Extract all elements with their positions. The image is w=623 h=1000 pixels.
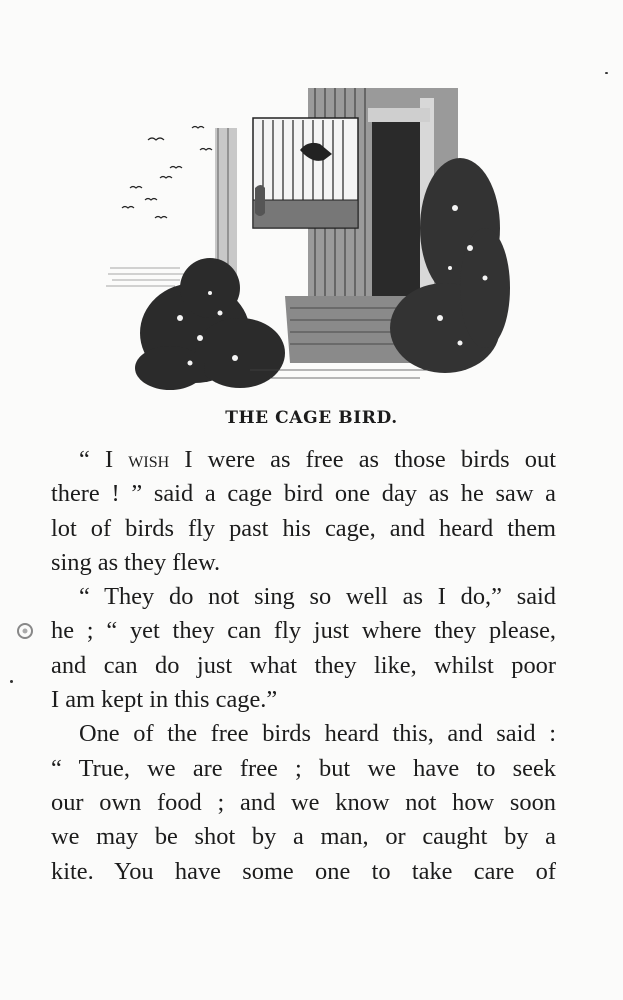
text-line: One of the free birds heard this, and said : (79, 720, 556, 748)
line-rest-text: I were as free as those birds out (169, 446, 556, 473)
text-line: sing as they flew. (51, 548, 221, 576)
text-line: he ; “ yet they can fly just where they please, (51, 617, 556, 645)
text-line: lot of birds fly past his cage, and heard them (51, 514, 556, 542)
ink-speck (10, 680, 13, 683)
opening-quote-text: “ I (79, 446, 129, 473)
ink-speck (605, 72, 608, 74)
text-line: and can do just what they like, whilst poor (51, 651, 556, 679)
text-line: I am kept in this cage.” (51, 686, 278, 714)
text-line: our own food ; and we know not how soon (51, 788, 556, 816)
text-line: “ They do not sing so well as I do,” said (79, 583, 556, 611)
text-line: there ! ” said a cage bird one day as he saw a (51, 480, 556, 508)
cage-bird-illustration (100, 88, 510, 393)
text-line: “ True, we are free ; but we have to seek (51, 754, 556, 782)
body-text (51, 443, 556, 889)
engraving-image (100, 88, 510, 393)
chapter-title: THE CAGE BIRD. (225, 408, 398, 428)
smallcaps-word: wish (128, 447, 170, 472)
text-line (51, 443, 556, 477)
text-line: we may be shot by a man, or caught by a (51, 823, 556, 851)
margin-stamp-icon (14, 620, 36, 642)
text-line: kite. You have some one to take care of (51, 857, 556, 885)
